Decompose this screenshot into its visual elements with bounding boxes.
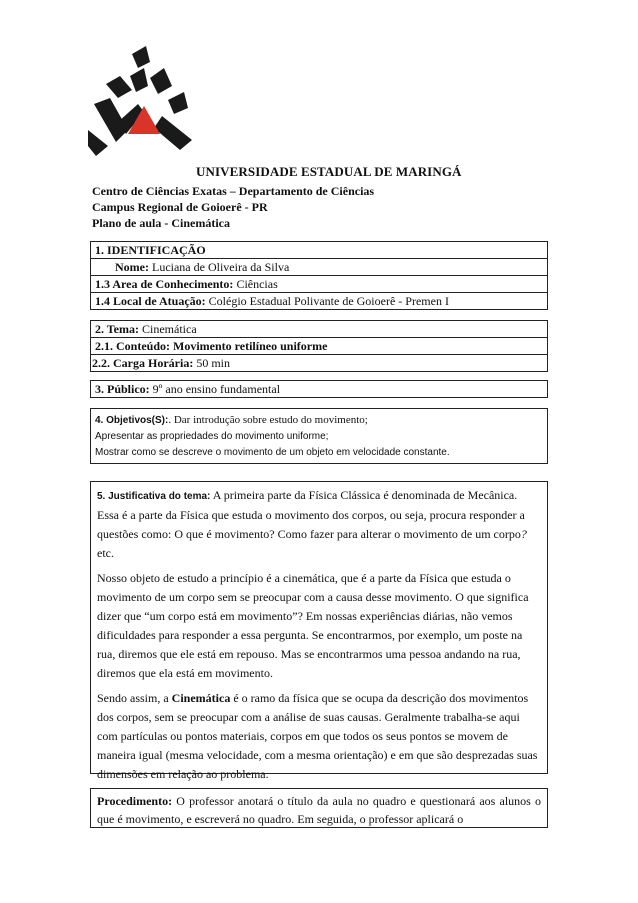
carga-row [91, 355, 547, 371]
nome-label: Nome: [115, 260, 149, 274]
procedimento-box [90, 788, 548, 828]
identificacao-box [90, 241, 548, 310]
local-row [91, 293, 547, 309]
university-title: UNIVERSIDADE ESTADUAL DE MARINGÁ [196, 164, 462, 179]
nome-row [91, 259, 547, 276]
local-label: 1.4 Local de Atuação: [95, 294, 206, 308]
local-value: Colégio Estadual Polivante de Goioerê - Premen I [208, 294, 449, 308]
objetivos-line-3: Mostrar como se descreve o movimento de um objeto em velocidade constante. [95, 447, 450, 458]
tema-row [91, 321, 547, 338]
publico-box [90, 380, 548, 398]
tema-label: 2. Tema: [95, 322, 140, 336]
justificativa-text-3b: é o ramo da física que se ocupa da descrição dos movimentos dos corpos, sem se preocupar com a análise de suas causas. Geralmente trabalha-se aqui com partículas ou pontos materiais, corpos em que todos os seus pontos se movem de maneira igual (mesma velocidade, com a mesma orientação) e em que são desprezadas suas dimensões em relação ao problema. [97, 691, 538, 781]
objetivos-line-1 [95, 412, 543, 429]
plan-title: Plano de aula - Cinemática [92, 216, 230, 230]
justificativa-box [90, 481, 548, 781]
procedimento-text: O professor anotará o título da aula no quadro e questionará aos alunos o que é movimento, e escreverá no quadro. Em seguida, o professor aplicará o [97, 794, 541, 826]
justificativa-text-1q: ? [520, 527, 527, 541]
justificativa-bold-term: Cinemática [171, 691, 231, 705]
procedimento-label: Procedimento: [97, 794, 173, 808]
identificacao-title: 1. IDENTIFICAÇÃO [91, 242, 547, 259]
nome-value: Luciana de Oliveira da Silva [151, 260, 290, 274]
publico-row [91, 381, 547, 397]
area-value: Ciências [236, 277, 278, 291]
objetivos-line-2: Apresentar as propriedades do movimento uniforme; [95, 431, 329, 442]
carga-label: 2.2. Carga Horária: [92, 356, 194, 370]
justificativa-text-3a: Sendo assim, a [97, 691, 172, 705]
area-row [91, 276, 547, 293]
justificativa-text-1a: A primeira parte da Física Clássica é denominada de Mecânica. Essa é a parte da Física que estuda o movimento dos corpos, ou seja, procura responder a questões como: O que é movimento? Como fazer para alterar o movimento de um corpo [97, 488, 525, 541]
justificativa-text-1b: etc. [97, 546, 114, 560]
center-title: Centro de Ciências Exatas – Departamento de Ciências [92, 184, 375, 198]
publico-label: 3. Público: [95, 382, 150, 396]
university-logo-icon [88, 46, 198, 176]
justificativa-paragraph-3 [97, 689, 541, 784]
objetivos-text-1: . Dar introdução sobre estudo do movimento; [168, 414, 368, 426]
justificativa-paragraph-1 [97, 486, 541, 563]
justificativa-paragraph-2: Nosso objeto de estudo a princípio é a cinemática, que é a parte da Física que estuda o movimento de um corpo sem se preocupar com a causa desse movimento. O que significa dizer que “um corpo está em movimento”? Em nossas experiências diárias, não vemos dificuldades para responder a essa pergunta. Se encontrarmos, por exemplo, um poste na rua, diremos que ele está em repouso. Mas se encontrarmos uma pessoa andando na rua, diremos que ela está em movimento. [97, 571, 529, 680]
justificativa-label: 5. Justificativa do tema: [97, 491, 211, 502]
objetivos-box [90, 408, 548, 464]
carga-value: 50 min [196, 356, 230, 370]
objetivos-label: 4. Objetivos(S): [95, 415, 169, 426]
area-label: 1.3 Area de Conhecimento: [95, 277, 234, 291]
conteudo-value: Movimento retilíneo uniforme [173, 339, 328, 353]
campus-title: Campus Regional de Goioerê - PR [92, 200, 268, 214]
publico-value: 9º ano ensino fundamental [152, 382, 281, 396]
conteudo-label: 2.1. Conteúdo: [95, 339, 171, 353]
tema-value: Cinemática [142, 322, 197, 336]
conteudo-row [91, 338, 547, 355]
tema-box [90, 320, 548, 372]
